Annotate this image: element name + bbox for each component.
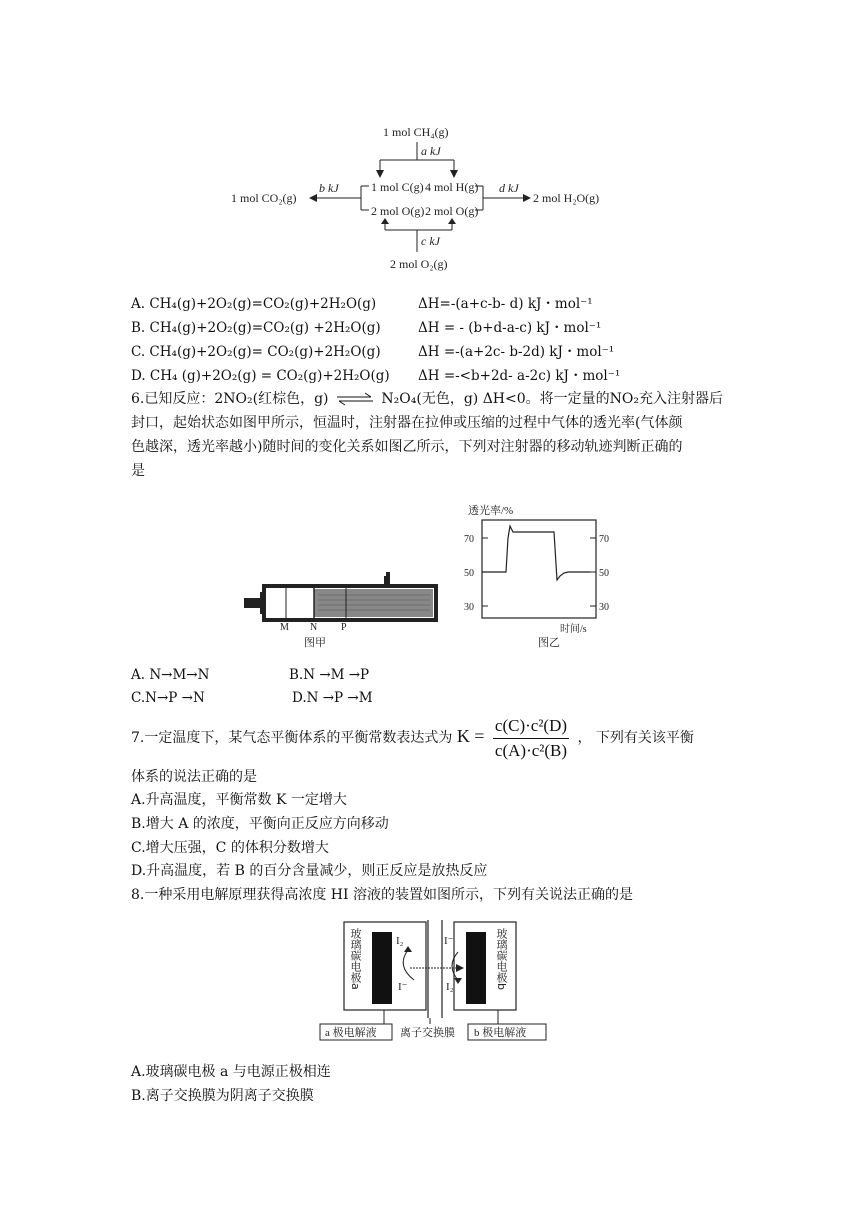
diagram-a: a kJ: [421, 144, 441, 158]
q7-option-a: A.升高温度，平衡常数 K 一定增大: [131, 792, 347, 808]
q7-k: K =: [456, 726, 485, 746]
diagram-out-right: 2 mol H₂O(g): [533, 191, 600, 205]
q8-stem: 8.一种采用电解原理获得高浓度 HI 溶液的装置如图所示，下列有关说法正确的是: [131, 887, 633, 903]
q6-option-b: B.N →M →P: [289, 667, 370, 683]
figure-jia-caption: 图甲: [304, 637, 326, 649]
chart-tick-left-70: 70: [464, 534, 474, 545]
q5-d-eq: D. CH₄ (g)+2O₂(g) = CO₂(g)+2H₂O(g): [131, 368, 390, 384]
q6-line4: 是: [131, 463, 145, 479]
syringe-label-m: M: [280, 622, 289, 633]
transmittance-curve: [482, 526, 590, 580]
chart-tick-right-70: 70: [599, 534, 609, 545]
q6-line1: [131, 390, 723, 408]
box-a-electrolyte: a 极电解液: [325, 1027, 377, 1039]
box-b-electrolyte: b 极电解液: [474, 1027, 527, 1039]
diagram-d: d kJ: [499, 181, 519, 195]
q7-line2: 体系的说法正确的是: [131, 769, 257, 785]
q6-line1-b: N₂O₄(无色，g) ΔH<0。将一定量的NO₂充入注射器后: [381, 391, 723, 407]
chart-tick-right-30: 30: [599, 602, 609, 613]
q6-option-d: D.N →P →M: [292, 690, 373, 706]
equilibrium-arrow-icon: [335, 392, 375, 406]
syringe-figure: [240, 568, 440, 650]
q5-c-dh: ΔH =-(a+2c- b-2d) kJ・mol⁻¹: [418, 344, 615, 360]
energy-cycle-diagram: [225, 118, 625, 278]
q5-c-eq: C. CH₄(g)+2O₂(g)= CO₂(g)+2H₂O(g): [131, 344, 381, 360]
q5-option-b: [131, 319, 691, 337]
diagram-left-mid: 1 mol C(g): [371, 180, 424, 194]
q6-line3: 色越深，透光率越小)随时间的变化关系如图乙所示，下列对注射器的移动轨迹判断正确的: [131, 439, 683, 455]
left-iminus: I⁻: [398, 981, 408, 993]
right-iminus: I⁻: [444, 935, 454, 947]
q5-d-dh: ΔH =-<b+2d- a-2c) kJ・mol⁻¹: [418, 368, 621, 384]
diagram-out-left: 1 mol CO₂(g): [231, 191, 297, 205]
q5-option-c: [131, 343, 691, 361]
q6-line2: 封口，起始状态如图甲所示，恒温时，注射器在拉伸或压缩的过程中气体的透光率(气体颜: [131, 415, 683, 431]
electrode-a-label: 玻璃碳电极a: [349, 928, 362, 990]
q7-option-b: B.增大 A 的浓度，平衡向正反应方向移动: [131, 816, 389, 832]
right-i2: I₂: [446, 981, 454, 993]
syringe-label-p: P: [341, 622, 347, 633]
left-i2: I₂: [396, 935, 404, 947]
q5-option-a: [131, 295, 691, 313]
q7-numerator: c(C)·c²(D): [493, 716, 569, 739]
q5-option-d: [131, 367, 691, 385]
q8-option-a: A.玻璃碳电极 a 与电源正极相连: [131, 1064, 331, 1080]
diagram-right-low: 2 mol O(g): [425, 204, 479, 218]
diagram-left-low: 2 mol O(g): [371, 204, 425, 218]
q7-option-d: D.升高温度，若 B 的百分含量减少，则正反应是放热反应: [131, 863, 488, 879]
chart-ylabel: 透光率/%: [468, 505, 514, 517]
q5-a-dh: ΔH=-(a+c-b- d) kJ・mol⁻¹: [418, 296, 593, 312]
q7-prefix: 7.一定温度下，某气态平衡体系的平衡常数表达式为: [131, 730, 453, 746]
diagram-c: c kJ: [421, 234, 440, 248]
electrode-b-label: 玻璃碳电极b: [495, 928, 508, 990]
q6-line1-a: 6.已知反应：2NO₂(红棕色，g): [131, 391, 329, 407]
q5-b-dh: ΔH = - (b+d-a-c) kJ・mol⁻¹: [418, 320, 602, 336]
q7-suffix: ， 下列有关该平衡: [577, 730, 694, 746]
syringe-label-n: N: [310, 622, 318, 633]
diagram-b: b kJ: [319, 181, 339, 195]
figure-yi-caption: 图乙: [538, 637, 560, 649]
chart-tick-left-50: 50: [464, 568, 474, 579]
q7-denominator: c(A)·c²(B): [494, 740, 568, 760]
q6-option-a: A. N→M→N: [131, 667, 210, 683]
q7-option-c: C.增大压强，C 的体积分数增大: [131, 840, 329, 856]
q5-b-eq: B. CH₄(g)+2O₂(g)=CO₂(g) +2H₂O(g): [131, 320, 381, 336]
chart-tick-left-30: 30: [464, 602, 474, 613]
electrolysis-diagram: [318, 918, 550, 1042]
diagram-bottom: 2 mol O₂(g): [390, 257, 448, 271]
diagram-right-mid: 4 mol H(g): [425, 180, 479, 194]
transmittance-chart: [460, 498, 620, 650]
box-membrane: 离子交换膜: [400, 1027, 455, 1039]
q6-option-c: C.N→P →N: [131, 690, 205, 706]
q7-fraction: [493, 716, 569, 761]
diagram-top: 1 mol CH₄(g): [383, 125, 449, 139]
q7-line1: [131, 712, 694, 760]
q8-option-b: B.离子交换膜为阴离子交换膜: [131, 1088, 314, 1104]
q5-a-eq: A. CH₄(g)+2O₂(g)=CO₂(g)+2H₂O(g): [131, 296, 377, 312]
chart-xlabel: 时间/s: [560, 624, 587, 635]
chart-tick-right-50: 50: [599, 568, 609, 579]
